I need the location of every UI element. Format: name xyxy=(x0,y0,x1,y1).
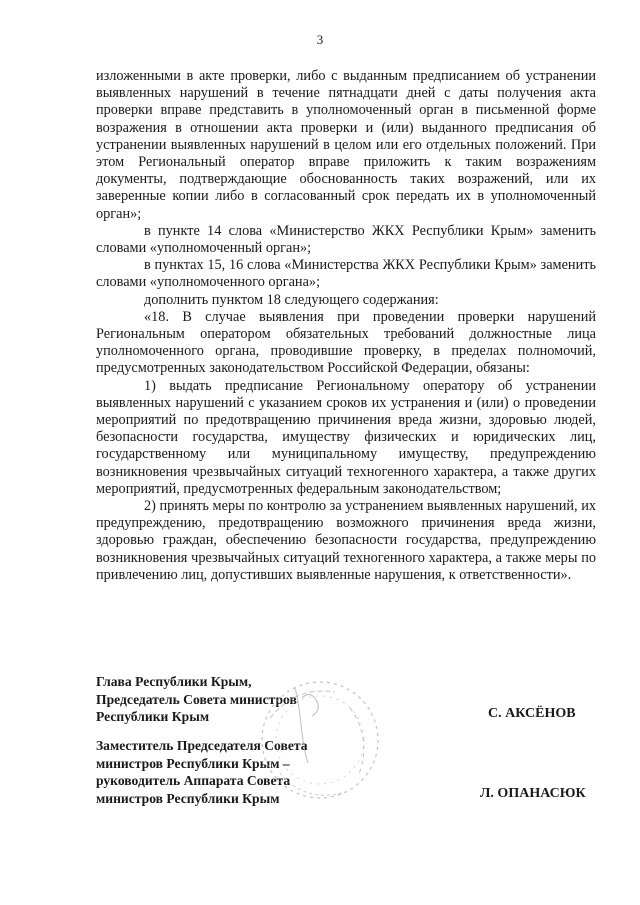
signature-2-title-line: Заместитель Председателя Совета xyxy=(96,738,308,753)
signature-2-title-line: министров Республики Крым – xyxy=(96,755,290,771)
page-number: 3 xyxy=(316,32,324,47)
paragraph-1: изложенными в акте проверки, либо с выданным предписанием об устранении выявленных нарушений в течение пятнадцати дней с даты получения акта проверки вправе представить в уполномоченный орган в письменной форме возражения в отношении акта проверки и (или) выданного предписания об устранении выявленных нарушений в целом или его отдельных положений. При этом Региональный оператор вправе приложить к таким возражениям документы, подтверждающие обоснованность таких возражений, или их заверенные копии либо в согласованный срок передать их в уполномоченный орган»; xyxy=(96,68,596,222)
signature-1-title-line: Председатель Совета министров xyxy=(96,691,297,707)
paragraph-2: в пункте 14 слова «Министерство ЖКХ Республики Крым» заменить словами «уполномоченный орган»; xyxy=(96,222,596,257)
signature-2-name: Л. ОПАНАСЮК xyxy=(480,786,586,801)
paragraph-6: 1) выдать предписание Региональному оператору об устранении выявленных нарушений с указанием сроков их устранения и (или) о проведении мероприятий по предотвращению причинения вреда жизни, здоровью людей, безопасности государства, имуществу физических и юридических лиц, государственному или муниципальному имуществу, предупреждению возникновения чрезвычайных ситуаций техногенного характера, а также других мероприятий, предусмотренных федеральным законодательством; xyxy=(96,377,596,497)
signature-1-title-line: Глава Республики Крым, xyxy=(96,674,252,689)
paragraph-4: дополнить пунктом 18 следующего содержания: xyxy=(144,291,439,308)
official-seal-stamp xyxy=(240,668,390,818)
signature-1-title-line: Республики Крым xyxy=(96,709,210,724)
paragraph-7: 2) принять меры по контролю за устранением выявленных нарушений, их предупреждению, предотвращению возможного причинения вреда жизни, здоровью граждан, обеспечению безопасности государства, предупреждению возникновения чрезвычайных ситуаций техногенного характера, а также меры по привлечению лиц, допустивших выявленные нарушения, к ответственности». xyxy=(96,498,596,583)
paragraph-5: «18. В случае выявления при проведении проверки нарушений Региональным оператором обязательных требований должностные лица уполномоченного органа, проводившие проверку, в пределах полномочий, предусмотренных законодательством Российской Федерации, обязаны: xyxy=(96,308,596,377)
signature-1-name: С. АКСЁНОВ xyxy=(488,706,576,721)
signature-2-title-line: министров Республики Крым xyxy=(96,790,280,806)
paragraph-3: в пунктах 15, 16 слова «Министерства ЖКХ Республики Крым» заменить словами «уполномоченного органа»; xyxy=(96,257,596,291)
signature-2-title-line: руководитель Аппарата Совета xyxy=(96,773,291,788)
document-body xyxy=(96,68,596,584)
